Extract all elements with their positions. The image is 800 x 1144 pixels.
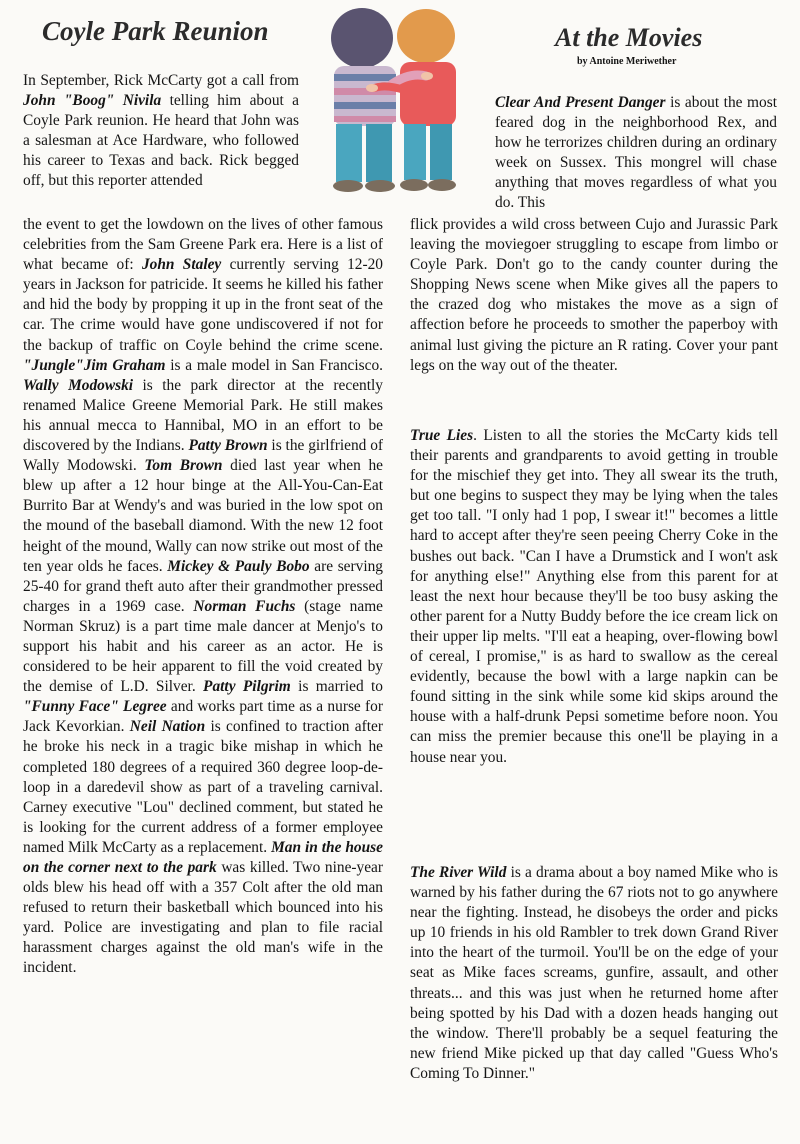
- bold-name: Mickey & Pauly Bobo: [167, 557, 310, 575]
- bold-name: True Lies: [410, 427, 474, 444]
- review-clear-and-present-danger-rest: [410, 215, 778, 376]
- bold-name: Patty Brown: [188, 437, 268, 455]
- text-run: (stage name Norman Skruz) is a part time male dancer at Menjo's to support his habit and his career as an actor. He is considered to be heir apparent to fill the void created by the demise of L.D. Silver.: [23, 597, 383, 696]
- coyle-park-body: [23, 215, 383, 979]
- coyle-park-intro: [23, 71, 299, 192]
- text-run: In September, Rick McCarty got a call from: [23, 72, 299, 89]
- bold-name: Norman Fuchs: [193, 597, 296, 615]
- bold-name: John Staley: [141, 256, 222, 274]
- text-run: currently serving 12-20 years in Jackson for patricide. It seems he killed his father and hid the body by propping it up in the front seat of the car. The crime would have gone undiscovered if not for the backup of traffic on Coyle behind the crime scene.: [23, 256, 384, 354]
- text-run: . Listen to all the stories the McCarty kids tell their parents and grandparents to avoid getting in trouble for the mischief they get into. They all swear its the truth, but one begins to suspect they may be lying when the tales get too tall. "I only had 1 pop, I swear it!" becomes a little hard to accept after they're seen peeing Cherry Coke in the bushes out back. "Can I have a Drumstick and I won't ask for anything else!" Anything else from this parent for at least the next hour because they'll be too busy asking the other parent for a Nutty Buddy before the ice cream lick on their upper lip melts. "I'll eat a heaping, over-flowing bowl of cereal, I promise," is as hard to swallow as the cereal evidently, because the bowl with a large napkin can be found sitting in the sink while some kid skips around the house with a half-drunk Pepsi sometime before noon. You can miss the premier because this one'll be playing in a house near you.: [410, 427, 778, 766]
- text-run: is a male model in San Francisco.: [165, 356, 383, 374]
- bold-name: Wally Modowski: [23, 376, 134, 394]
- two-kids-illustration: [314, 6, 476, 196]
- bold-name: Neil Nation: [129, 718, 206, 736]
- bold-name: The River Wild: [410, 864, 507, 881]
- bold-name: Patty Pilgrim: [203, 678, 291, 696]
- review-the-river-wild: [410, 863, 778, 1084]
- text-run: is married to: [290, 678, 383, 696]
- text-run: is confined to traction after he broke his neck in a tragic bike mishap in which he completed 180 degrees of a required 360 degree loop-de-loop in a daredevil show as part of a traveling carnival. Carney executive "Lou" declined comment, but stated he is looking for the current address of a former employee named Milk McCarty as a replacement.: [23, 718, 383, 856]
- text-run: died last year when he blew up after a 12 hour binge at the All-You-Can-Eat Burrito Bar at Wendy's and was buried in the low spot on the mound of the baseball diamond. With the new 12 foot height of the mound, Wally can now strike out most of the ten year olds he faces.: [23, 457, 383, 575]
- movies-heading: At the Movies: [555, 23, 703, 52]
- text-run: and works part time as a nurse for Jack Kevorkian.: [23, 698, 383, 736]
- byline: by Antoine Meriwether: [577, 56, 677, 67]
- bold-name: John "Boog" Nivila: [23, 92, 162, 110]
- review-clear-and-present-danger-top: [495, 93, 777, 214]
- text-run: is the girlfriend of Wally Modowski.: [23, 437, 384, 475]
- text-run: flick provides a wild cross between Cujo and Jurassic Park leaving the moviegoer struggling to escape from limbo or Coyle Park. Don't go to the candy counter during the Shopping News scene when Mike gives all the papers to the crazed dog who mistakes the move as a sign of affection before he proceeds to smother the paperboy with animal lust giving the picture an R rating. Cover your pant legs on the way out of the theater.: [410, 216, 778, 374]
- coyle-park-heading: Coyle Park Reunion: [42, 16, 269, 46]
- bold-name: "Jungle"Jim Graham: [23, 356, 166, 374]
- text-run: was killed. Two nine-year olds blew his head off with a 357 Colt after the old man refused to return their basketball which bounced into his yard. Police are investigating and plan to file racial harassment charges against the old man's wife in the incident.: [23, 859, 384, 977]
- text-run: telling him about a Coyle Park reunion. He heard that John was a salesman at Ace Hardware, who followed his career to Texas and back. Rick begged off, but this reporter attended: [23, 92, 299, 190]
- text-run: the event to get the lowdown on the lives of other famous celebrities from the Sam Greene Park era. Here is a list of what became of:: [23, 216, 383, 274]
- bold-name: Tom Brown: [144, 457, 223, 475]
- text-run: is a drama about a boy named Mike who is warned by his father during the 67 riots not to go anywhere near the fighting. Instead, he disobeys the order and picks up 10 friends in his old Rambler to trek down Grand River into the heart of the turmoil. You'll be on the edge of your seat as Mike faces screams, gunfire, assault, and other threats... and this was just when he returned home after being spotted by his Dad with a dozen heads hanging out the window. There'll probably be a sequel featuring the new friend Mike picked up that day called "Guess Who's Coming To Dinner.": [410, 864, 779, 1082]
- review-true-lies: [410, 426, 778, 768]
- bold-name: Man in the house on the corner next to the park: [23, 838, 383, 876]
- text-run: is about the most feared dog in the neighborhood Rex, and how he terrorizes children during an ordinary week on Sussex. This mongrel will chase anything that moves regardless of what you do. This: [495, 94, 777, 212]
- text-run: is the park director at the recently renamed Malice Greene Memorial Park. He still makes his annual mecca to Hannibal, MO in an effort to be discovered by the Indians.: [23, 376, 383, 455]
- text-run: are serving 25-40 for grand theft auto after their grandmother pressed charges in a 1969 case.: [23, 557, 384, 615]
- bold-name: "Funny Face" Legree: [23, 698, 167, 716]
- bold-name: Clear And Present Danger: [495, 94, 666, 111]
